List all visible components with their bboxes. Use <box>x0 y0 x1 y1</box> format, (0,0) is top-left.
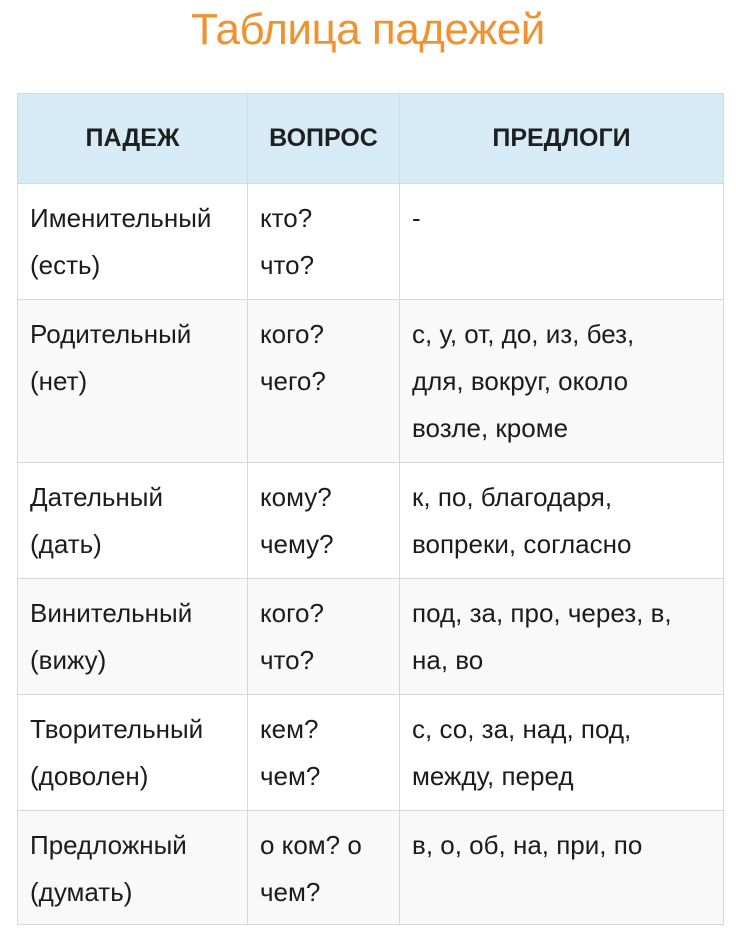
prepositions-cell <box>400 695 724 811</box>
case-name: Винительный <box>30 598 193 628</box>
table-row <box>18 463 724 579</box>
question-cell <box>248 695 400 811</box>
prepositions-text: - <box>412 203 421 233</box>
prepositions-text: под, за, про, через, в, <box>412 598 672 628</box>
question-cell <box>248 579 400 695</box>
question-text: кому? <box>260 482 332 512</box>
header-case: ПАДЕЖ <box>18 94 248 184</box>
case-cell <box>18 695 248 811</box>
prepositions-text: на, во <box>412 645 484 675</box>
case-cell <box>18 579 248 695</box>
page-title: Таблица падежей <box>191 5 545 54</box>
question-cell <box>248 300 400 463</box>
question-text: чем? <box>260 877 321 907</box>
case-cell <box>18 300 248 463</box>
case-cell <box>18 184 248 300</box>
question-text: кто? <box>260 203 313 233</box>
prepositions-cell <box>400 184 724 300</box>
cases-table <box>17 93 724 925</box>
case-name: Предложный <box>30 830 187 860</box>
question-cell <box>248 184 400 300</box>
case-hint: (дать) <box>30 529 102 559</box>
question-cell <box>248 811 400 925</box>
prepositions-cell <box>400 579 724 695</box>
case-hint: (нет) <box>30 366 88 396</box>
case-name: Именительный <box>30 203 212 233</box>
prepositions-text: возле, кроме <box>412 413 569 443</box>
question-text: кем? <box>260 714 319 744</box>
prepositions-cell <box>400 811 724 925</box>
prepositions-text: с, у, от, до, из, без, <box>412 319 635 349</box>
prepositions-text: в, о, об, на, при, по <box>412 830 643 860</box>
prepositions-text: между, перед <box>412 761 574 791</box>
prepositions-text: к, по, благодаря, <box>412 482 613 512</box>
case-name: Творительный <box>30 714 204 744</box>
prepositions-text: вопреки, согласно <box>412 529 632 559</box>
question-text: кого? <box>260 598 324 628</box>
prepositions-text: с, со, за, над, под, <box>412 714 632 744</box>
prepositions-cell <box>400 300 724 463</box>
case-hint: (есть) <box>30 250 101 280</box>
prepositions-text: для, вокруг, около <box>412 366 629 396</box>
table-row <box>18 184 724 300</box>
table-header-row <box>18 94 724 184</box>
question-cell <box>248 463 400 579</box>
header-prepositions: ПРЕДЛОГИ <box>400 94 724 184</box>
case-hint: (вижу) <box>30 645 107 675</box>
table-row <box>18 300 724 463</box>
question-text: кого? <box>260 319 324 349</box>
table-row <box>18 811 724 925</box>
question-text: что? <box>260 250 315 280</box>
table-row <box>18 695 724 811</box>
case-cell <box>18 463 248 579</box>
case-hint: (думать) <box>30 877 133 907</box>
table-row <box>18 579 724 695</box>
question-text: чему? <box>260 529 334 559</box>
question-text: чем? <box>260 761 321 791</box>
case-cell <box>18 811 248 925</box>
case-name: Дательный <box>30 482 163 512</box>
header-question: ВОПРОС <box>248 94 400 184</box>
question-text: чего? <box>260 366 326 396</box>
case-hint: (доволен) <box>30 761 149 791</box>
question-text: что? <box>260 645 315 675</box>
question-text: о ком? о <box>260 830 362 860</box>
case-name: Родительный <box>30 319 192 349</box>
prepositions-cell <box>400 463 724 579</box>
